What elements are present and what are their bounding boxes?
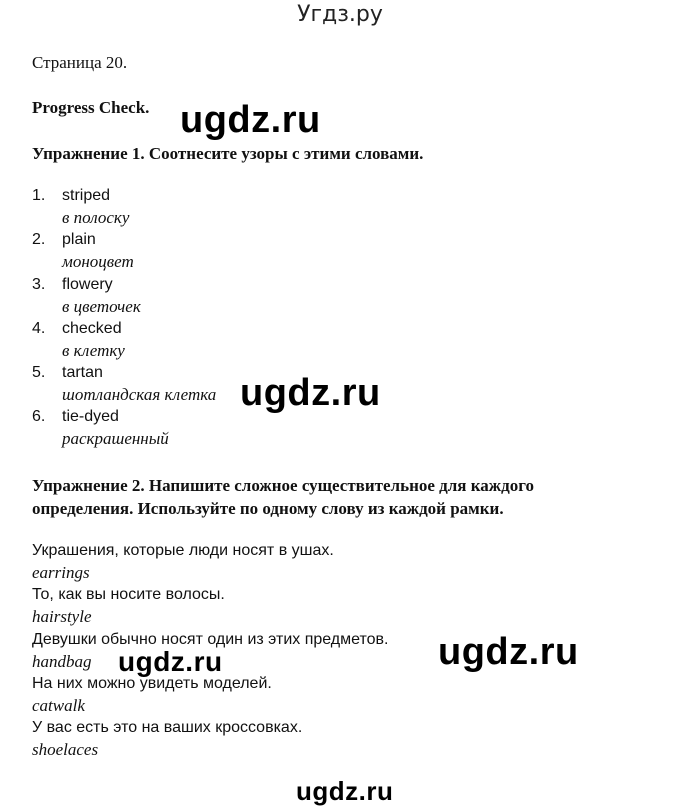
item-translation: моноцвет bbox=[62, 252, 134, 272]
list-item bbox=[32, 318, 432, 362]
watermark: ugdz.ru bbox=[438, 631, 579, 673]
item-word: striped bbox=[62, 187, 111, 204]
definition-text: Украшения, которые люди носят в ушах. bbox=[32, 542, 334, 559]
item-number: 2. bbox=[32, 231, 46, 249]
answer-text: handbag bbox=[32, 651, 92, 671]
item-number: 1. bbox=[32, 187, 46, 204]
exercise2-heading-line2: определения. Используйте по одному слову из каждой рамки. bbox=[32, 499, 504, 518]
watermark: ugdz.ru bbox=[240, 372, 381, 414]
watermark: ugdz.ru bbox=[296, 776, 394, 806]
section-title: Progress Check. bbox=[32, 98, 150, 117]
answer-text: earrings bbox=[32, 563, 90, 582]
watermark: ugdz.ru bbox=[180, 99, 321, 141]
site-title: Угдз.ру bbox=[297, 2, 383, 27]
list-item bbox=[32, 274, 432, 318]
page-label: Страница 20. bbox=[32, 53, 128, 72]
item-translation: раскрашенный bbox=[62, 429, 169, 449]
exercise2-heading-line1: Упражнение 2. Напишите сложное существительное для каждого bbox=[32, 476, 534, 495]
item-number: 5. bbox=[32, 364, 46, 382]
definition-text: Девушки обычно носят один из этих предметов. bbox=[32, 630, 389, 648]
definition-text: То, как вы носите волосы. bbox=[32, 586, 225, 604]
item-word: tie-dyed bbox=[62, 408, 119, 426]
list-item bbox=[32, 185, 432, 229]
item-translation: в клетку bbox=[62, 340, 125, 360]
item-word: flowery bbox=[62, 275, 113, 293]
item-number: 4. bbox=[32, 319, 46, 337]
exercise1-heading: Упражнение 1. Соотнесите узоры с этими словами. bbox=[32, 144, 424, 163]
item-translation: в цветочек bbox=[62, 296, 141, 316]
item-word: tartan bbox=[62, 364, 103, 382]
item-word: checked bbox=[62, 319, 122, 337]
item-word: plain bbox=[62, 231, 96, 249]
list-item bbox=[32, 229, 432, 273]
watermark: ugdz.ru bbox=[118, 646, 223, 677]
definition-text: У вас есть это на ваших кроссовках. bbox=[32, 719, 303, 737]
item-translation: в полоску bbox=[62, 208, 130, 227]
answer-text: catwalk bbox=[32, 695, 85, 715]
definition-text: На них можно увидеть моделей. bbox=[32, 674, 272, 692]
answer-text: shoelaces bbox=[32, 740, 99, 760]
answer-text: hairstyle bbox=[32, 607, 92, 627]
item-translation: шотландская клетка bbox=[62, 385, 217, 405]
item-number: 6. bbox=[32, 408, 46, 426]
item-number: 3. bbox=[32, 275, 46, 293]
